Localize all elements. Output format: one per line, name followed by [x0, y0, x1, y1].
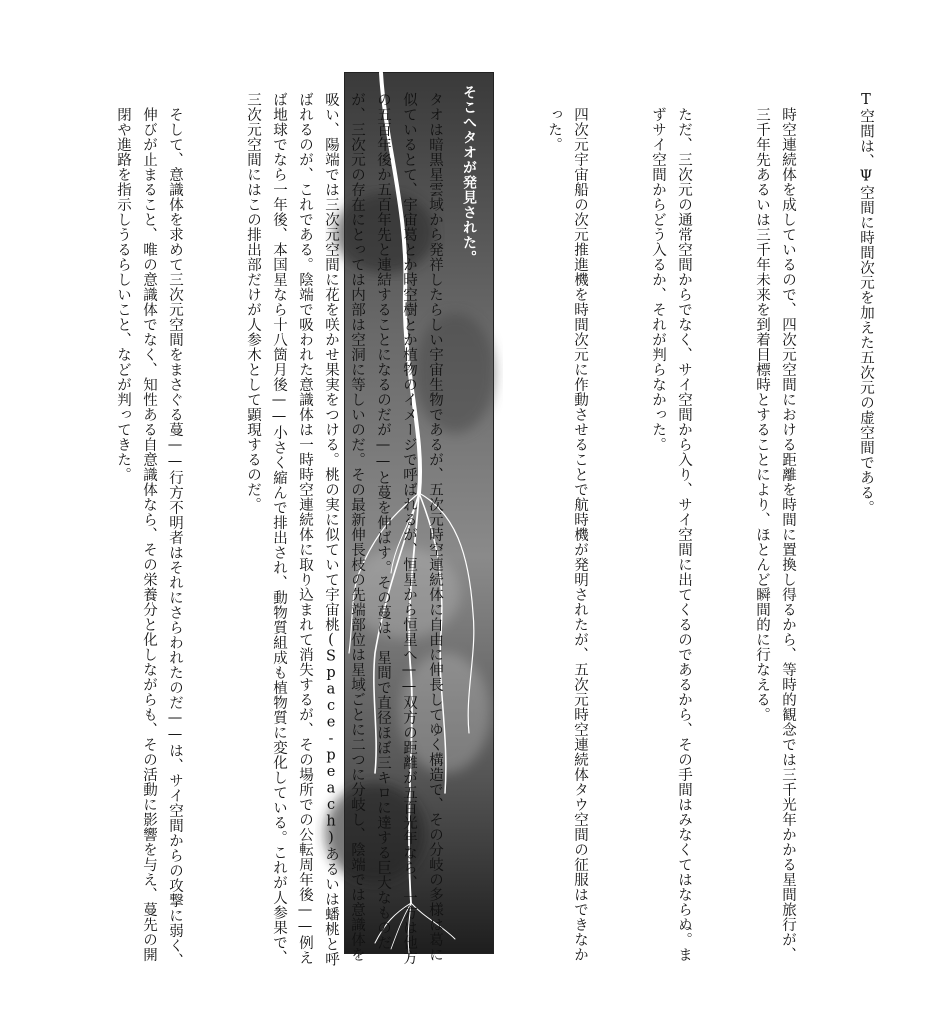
illustration-caption: そこへタオが発見された。: [461, 85, 477, 265]
paragraph: 四次元宇宙船の次元推進機を時間次元に作動させることで航時機が発明されたが、五次元時空連続体タウ空間の征服はできなかった。: [546, 106, 588, 962]
paragraph: ただ、三次元の通常空間からでなく、サイ空間から入り、サイ空間に出てくるのであるから、その手間はみなくてはならぬ。まずサイ空間からどう入るか、それが判らなかった。: [650, 106, 692, 962]
paragraph: そして、意識体を求めて三次元空間をまさぐる蔓——行方不明者はそれにさらわれたのだ——は、サイ空間からの攻撃に弱く、伸びが止まること、唯の意識体でなく、知性ある自意識体なら、その栄養分と化しながらも、その活動に影響を与え、蔓先の開閉や進路を指示しうるらしいこと、などが判ってきた。: [115, 106, 183, 968]
right-text-column: [515, 92, 931, 972]
paragraph: T空間は、Ψ空間に時間次元を加えた五次元の虚空間である。: [858, 92, 874, 515]
paragraph: タオは暗黒星雲域から発祥したらしい宇宙生物であるが、五次元時空連続体に自由に伸長してゆく構造で、その分岐の多様は葛に似ているとて、宇宙葛とか時空樹とか植物のイメージで呼ばれるが、恒星から恒星へ——双方の距離が五百光年なら、一方は他方の五百年後か五百年先と連結することになるのだが——と蔓を伸ばす。その蔓は、星間で直径ほぼ三キロに達する巨大なものだが、三次元の存在にとっては内部は空洞に等しいのだ。その最新伸長枝の先端部位は星域ごとに二つに分岐し、陰端では意識体を吸い、陽端では三次元空間に花を咲かせ果実をつける。桃の実に似ていて宇宙桃(Space-peach)あるいは蟠桃と呼ばれるのが、これである。陰端で吸われた意識体は一時時空連続体に取り込まれて消失するが、その場所での公転周年後——例えば地球でなら一年後、本国星なら十八箇月後——小さく縮んで排出され、動物質組成も植物質に変化している。これが人参果で、三次元空間にはこの排出部だけが人参木として顕現するのだ。: [245, 92, 443, 967]
left-text-column: [84, 92, 500, 972]
paragraph: 時空連続体を成しているので、四次元空間における距離を時間に置換し得るから、等時的観念では三千光年かかる星間旅行が、三千年先あるいは三千年未来を到着目標時とすることにより、ほとんど瞬間的に行なえる。: [754, 106, 796, 962]
